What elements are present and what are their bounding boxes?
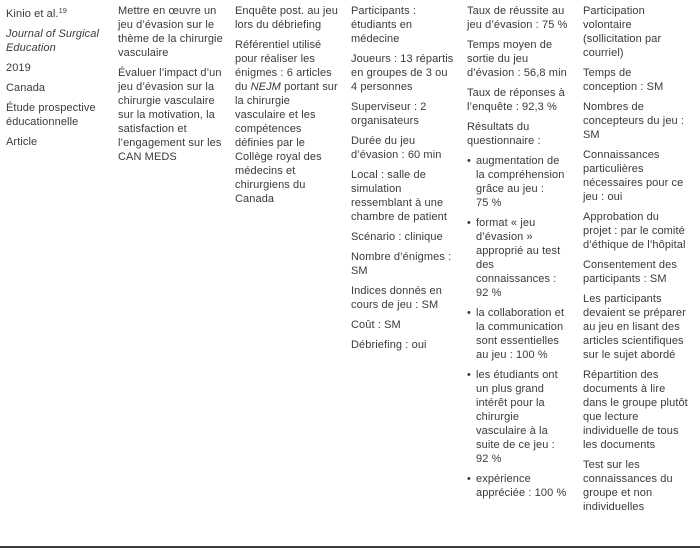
text-segment: portant sur la chirurgie vasculaire et les compétences définies par le Collège royal des médecins et chirurgiens du Canada — [235, 81, 338, 205]
paragraph — [583, 210, 688, 252]
paragraph — [235, 38, 339, 206]
text-segment: Résultats du questionnaire : — [467, 121, 541, 147]
bullet-marker: • — [467, 307, 471, 319]
paragraph — [583, 66, 688, 94]
text-segment: Répartition des documents à lire dans le groupe plutôt que lecture individuelle de tous les documents — [583, 369, 688, 451]
text-segment: Taux de réussite au jeu d’évasion : 75 % — [467, 5, 568, 31]
text-segment: Canada — [6, 82, 46, 94]
paragraph — [351, 284, 455, 312]
bullet-marker: • — [467, 155, 471, 167]
paragraph — [351, 338, 455, 352]
paragraph — [351, 318, 455, 332]
bullet-item — [467, 154, 571, 210]
paragraph — [118, 66, 223, 164]
paragraph — [6, 101, 106, 129]
text-segment: Scénario : clinique — [351, 231, 443, 243]
paragraph — [6, 27, 106, 55]
text-segment: Consentement des participants : SM — [583, 259, 677, 285]
paragraph — [351, 52, 455, 94]
paragraph — [583, 148, 688, 204]
bullet-item — [467, 216, 571, 300]
paragraph — [351, 100, 455, 128]
text-segment: Mettre en œuvre un jeu d’évasion sur le thème de la chirurgie vasculaire — [118, 5, 223, 59]
paragraph — [118, 4, 223, 60]
bullet-marker: • — [467, 473, 471, 485]
text-segment: la collaboration et la communication sont essentielles au jeu : 100 % — [476, 307, 565, 361]
column-objectives — [118, 4, 235, 520]
table-bottom-border — [0, 546, 700, 548]
bullet-marker: • — [467, 369, 471, 381]
text-segment: Étude prospective éducationnelle — [6, 102, 96, 128]
text-segment: format « jeu d’évasion » approprié au test des connaissances : 92 % — [476, 217, 561, 299]
column-game-characteristics — [351, 4, 467, 520]
text-segment: Journal of Surgical Education — [6, 28, 100, 54]
text-segment: expérience appréciée : 100 % — [476, 473, 567, 499]
paragraph — [6, 4, 106, 21]
column-results — [467, 4, 583, 520]
text-segment: Référentiel utilisé pour réaliser les énigmes : 6 articles du — [235, 39, 332, 93]
paragraph — [467, 4, 571, 32]
paragraph — [583, 100, 688, 142]
text-segment: Débriefing : oui — [351, 339, 427, 351]
paragraph — [235, 4, 339, 32]
paragraph — [351, 250, 455, 278]
text-segment: Temps moyen de sortie du jeu d’évasion : 56,8 min — [467, 39, 567, 79]
text-segment: Joueurs : 13 répartis en groupes de 3 ou 4 personnes — [351, 53, 454, 93]
paragraph — [467, 38, 571, 80]
paragraph — [467, 86, 571, 114]
column-evaluation-method — [235, 4, 351, 520]
text-segment: Indices donnés en cours de jeu : SM — [351, 285, 442, 311]
text-segment: Participants : étudiants en médecine — [351, 5, 416, 45]
paragraph — [583, 258, 688, 286]
paragraph — [467, 120, 571, 148]
paragraph — [351, 134, 455, 162]
text-segment: Connaissances particulières nécessaires pour ce jeu : oui — [583, 149, 684, 203]
paragraph — [6, 135, 106, 149]
paragraph — [351, 4, 455, 46]
text-segment: Durée du jeu d’évasion : 60 min — [351, 135, 442, 161]
text-segment: Nombres de concepteurs du jeu : SM — [583, 101, 685, 141]
text-segment: 19 — [58, 6, 67, 15]
text-segment: Local : salle de simulation ressemblant à une chambre de patient — [351, 169, 447, 223]
paragraph — [6, 61, 106, 75]
paragraph — [583, 292, 688, 362]
text-segment: Taux de réponses à l’enquête : 92,3 % — [467, 87, 565, 113]
bullet-marker: • — [467, 217, 471, 229]
bullet-item — [467, 306, 571, 362]
text-segment: 2019 — [6, 62, 31, 74]
text-segment: NEJM — [250, 81, 281, 93]
column-reference — [6, 4, 118, 520]
bullet-item — [467, 472, 571, 500]
text-segment: Article — [6, 136, 38, 148]
text-segment: Approbation du projet : par le comité d’éthique de l’hôpital — [583, 211, 686, 251]
text-segment: Superviseur : 2 organisateurs — [351, 101, 427, 127]
text-segment: Coût : SM — [351, 319, 401, 331]
paragraph — [583, 368, 688, 452]
text-segment: Évaluer l’impact d’un jeu d’évasion sur la chirurgie vasculaire sur la motivation, la satisfaction et l’engagement sur les CAN MEDS — [118, 67, 222, 163]
text-segment: Nombre d’énigmes : SM — [351, 251, 452, 277]
text-segment: Enquête post. au jeu lors du débriefing — [235, 5, 338, 31]
text-segment: les étudiants ont un plus grand intérêt pour la chirurgie vasculaire à la suite de ce jeu : 92 % — [476, 369, 558, 465]
text-segment: Les participants devaient se préparer au jeu en lisant des articles scientifiques sur le sujet abordé — [583, 293, 686, 361]
paragraph — [583, 4, 688, 60]
text-segment: Kinio et al. — [6, 8, 59, 20]
text-segment: augmentation de la compréhension grâce au jeu : 75 % — [476, 155, 565, 209]
paragraph — [351, 230, 455, 244]
paragraph — [6, 81, 106, 95]
column-other-remarks — [583, 4, 700, 520]
text-segment: Temps de conception : SM — [583, 67, 664, 93]
text-segment: Test sur les connaissances du groupe et non individuelles — [583, 459, 673, 513]
paragraph — [583, 458, 688, 514]
paragraph — [351, 168, 455, 224]
text-segment: Participation volontaire (sollicitation par courriel) — [583, 5, 662, 59]
bullet-item — [467, 368, 571, 466]
